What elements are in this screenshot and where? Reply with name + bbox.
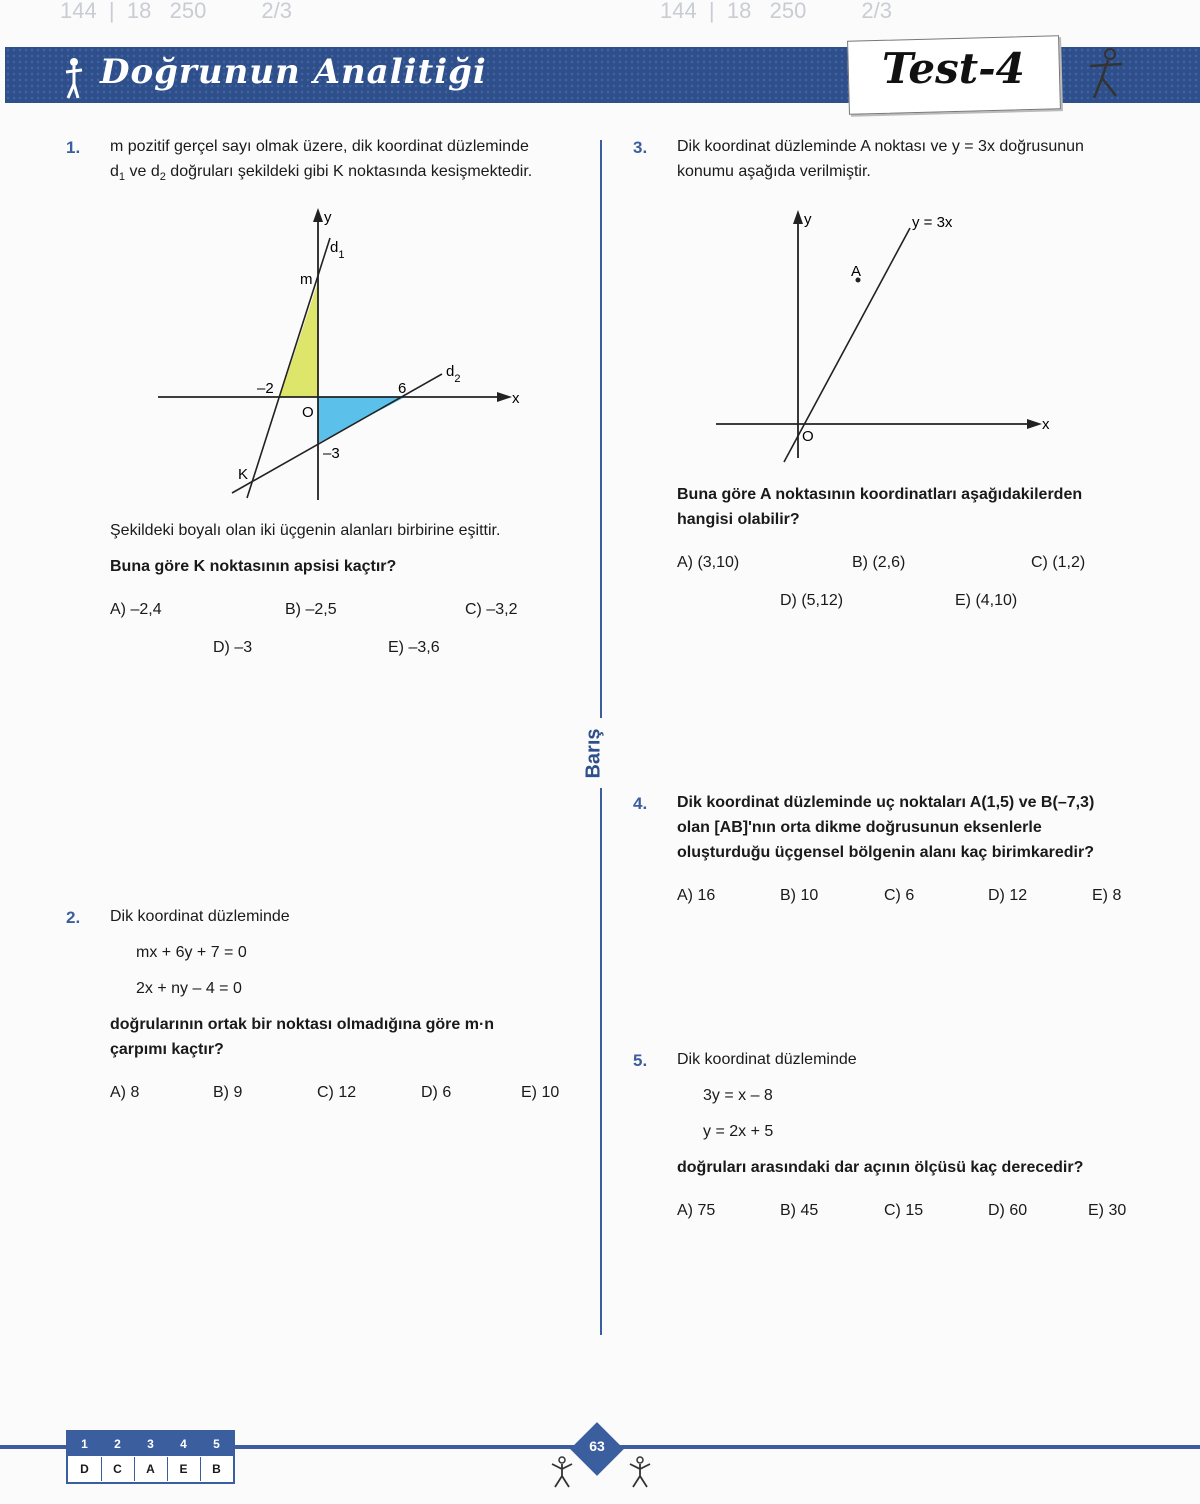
equation: 2x + ny – 4 = 0 bbox=[136, 980, 242, 997]
answer-key-number: 2 bbox=[114, 1437, 121, 1451]
question-prompt: çarpımı kaçtır? bbox=[110, 1041, 224, 1058]
label-neg3: –3 bbox=[323, 445, 340, 462]
equation: mx + 6y + 7 = 0 bbox=[136, 944, 247, 961]
option-e[interactable]: E) 8 bbox=[1092, 887, 1122, 904]
question-number: 3. bbox=[633, 138, 648, 157]
question-text: Dik koordinat düzleminde A noktası ve y = 3x doğrusunun bbox=[677, 138, 1084, 155]
question-text: Dik koordinat düzleminde bbox=[110, 908, 290, 925]
option-d[interactable]: D) 12 bbox=[988, 887, 1028, 904]
label-origin: O bbox=[802, 428, 814, 445]
question-prompt: Dik koordinat düzleminde uç noktaları A(1,5) ve B(–7,3) bbox=[677, 794, 1095, 811]
answer-key-answer: C bbox=[101, 1457, 135, 1481]
option-b[interactable]: B) –2,5 bbox=[285, 601, 337, 618]
question-text: m pozitif gerçel sayı olmak üzere, dik koordinat düzleminde bbox=[110, 138, 529, 155]
background-doodle: 144 | 18 250 2/3 bbox=[660, 0, 892, 23]
question-prompt: olan [AB]'nın orta dikme doğrusunun eksenlerle bbox=[677, 819, 1042, 836]
option-b[interactable]: B) 10 bbox=[780, 887, 819, 904]
equation: y = 2x + 5 bbox=[703, 1123, 774, 1140]
page-number: 63 bbox=[589, 1438, 605, 1454]
axis-label-y: y bbox=[804, 211, 812, 228]
option-b[interactable]: B) 45 bbox=[780, 1202, 819, 1219]
question-prompt: Buna göre K noktasının apsisi kaçtır? bbox=[110, 558, 397, 575]
q1-figure bbox=[150, 200, 540, 510]
question-text: konumu aşağıda verilmiştir. bbox=[677, 163, 871, 180]
option-a[interactable]: A) 8 bbox=[110, 1084, 140, 1101]
label-m: m bbox=[300, 271, 313, 288]
equation: 3y = x – 8 bbox=[703, 1087, 773, 1104]
option-e[interactable]: E) 30 bbox=[1088, 1202, 1127, 1219]
line-y-3x bbox=[784, 228, 910, 462]
person-icon bbox=[62, 56, 86, 105]
answer-key-number: 1 bbox=[81, 1437, 88, 1451]
label-a: A bbox=[851, 263, 862, 280]
test-label: Test-4 bbox=[882, 44, 1025, 93]
person-icon bbox=[1086, 46, 1126, 107]
question-number: 2. bbox=[66, 908, 81, 927]
label-origin: O bbox=[302, 404, 314, 421]
answer-key-number: 3 bbox=[147, 1437, 154, 1451]
yellow-triangle bbox=[280, 282, 318, 397]
question-number: 4. bbox=[633, 794, 648, 813]
option-a[interactable]: A) 16 bbox=[677, 887, 716, 904]
option-e[interactable]: E) (4,10) bbox=[955, 592, 1018, 609]
label-d2: $d_2$ bbox=[446, 363, 461, 385]
answer-key-answer: A bbox=[134, 1457, 168, 1481]
person-icon bbox=[550, 1456, 574, 1493]
page-title: Doğrunun Analitiği bbox=[100, 52, 487, 92]
option-d[interactable]: D) 6 bbox=[421, 1084, 452, 1101]
option-e[interactable]: E) 10 bbox=[521, 1084, 560, 1101]
answer-key-answer: E bbox=[167, 1457, 201, 1481]
option-c[interactable]: C) –3,2 bbox=[465, 601, 518, 618]
answer-key-answer: B bbox=[212, 1462, 221, 1476]
label-six: 6 bbox=[398, 380, 407, 397]
question-prompt: hangisi olabilir? bbox=[677, 511, 800, 528]
option-d[interactable]: D) –3 bbox=[213, 639, 253, 656]
axis-label-x: x bbox=[512, 390, 520, 407]
question-prompt: Buna göre A noktasının koordinatları aşağıdakilerden bbox=[677, 486, 1083, 503]
question-text: $d_1$ ve $d_2$ doğruları şekildeki gibi K noktasında kesişmektedir. bbox=[110, 163, 533, 184]
option-d[interactable]: D) 60 bbox=[988, 1202, 1028, 1219]
option-c[interactable]: C) 15 bbox=[884, 1202, 924, 1219]
axis-label-x: x bbox=[1042, 416, 1050, 433]
background-doodle: 144 | 18 250 2/3 bbox=[60, 0, 292, 23]
option-c[interactable]: C) 6 bbox=[884, 887, 915, 904]
option-d[interactable]: D) (5,12) bbox=[780, 592, 844, 609]
answer-key-number: 4 bbox=[180, 1437, 187, 1451]
option-a[interactable]: A) –2,4 bbox=[110, 601, 162, 618]
option-b[interactable]: B) 9 bbox=[213, 1084, 243, 1101]
axis-label-y: y bbox=[324, 209, 332, 226]
question-number: 1. bbox=[66, 138, 81, 157]
answer-key-table bbox=[66, 1430, 235, 1484]
answer-key-answer: D bbox=[68, 1457, 102, 1481]
option-a[interactable]: A) (3,10) bbox=[677, 554, 740, 571]
option-a[interactable]: A) 75 bbox=[677, 1202, 716, 1219]
question-prompt: oluşturduğu üçgensel bölgenin alanı kaç birimkaredir? bbox=[677, 844, 1094, 861]
label-k: K bbox=[238, 466, 249, 483]
line-label: y = 3x bbox=[912, 214, 953, 231]
option-c[interactable]: C) (1,2) bbox=[1031, 554, 1086, 571]
option-c[interactable]: C) 12 bbox=[317, 1084, 357, 1101]
statement: Şekildeki boyalı olan iki üçgenin alanları birbirine eşittir. bbox=[110, 522, 501, 539]
question-number: 5. bbox=[633, 1051, 648, 1070]
option-b[interactable]: B) (2,6) bbox=[852, 554, 906, 571]
question-text: Dik koordinat düzleminde bbox=[677, 1051, 857, 1068]
label-d1: $d_1$ bbox=[330, 239, 345, 261]
person-icon bbox=[628, 1456, 652, 1493]
question-prompt: doğrularının ortak bir noktası olmadığına göre m·n bbox=[110, 1016, 495, 1033]
q3-figure bbox=[700, 200, 1080, 470]
side-brand: Barış bbox=[585, 718, 619, 788]
label-neg2: –2 bbox=[257, 380, 274, 397]
question-prompt: doğruları arasındaki dar açının ölçüsü kaç derecedir? bbox=[677, 1159, 1084, 1176]
option-e[interactable]: E) –3,6 bbox=[388, 639, 440, 656]
answer-key-number: 5 bbox=[213, 1437, 220, 1451]
